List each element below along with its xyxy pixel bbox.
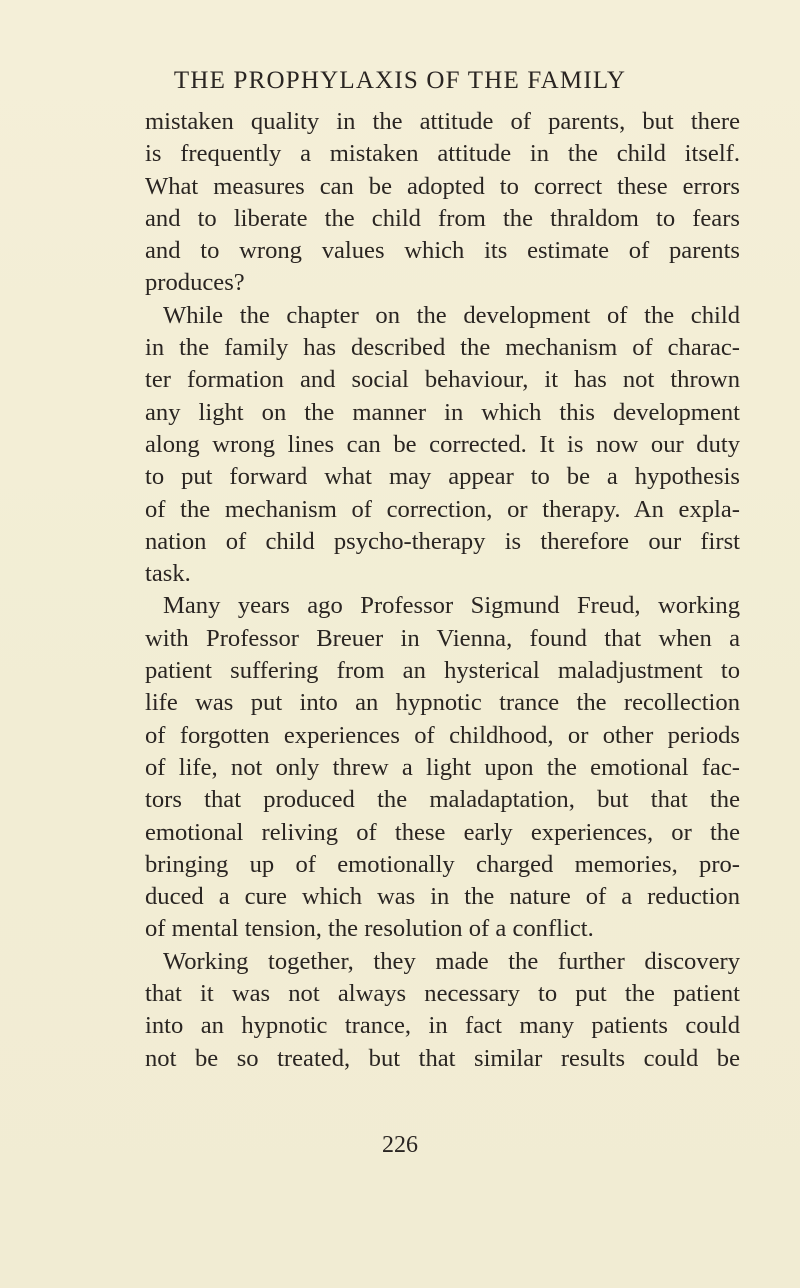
text-line: of life, not only threw a light upon the emotional fac- [145, 753, 740, 781]
text-line: in the family has described the mechanism of charac- [145, 334, 740, 362]
text-line: that it was not always necessary to put the patient [145, 980, 740, 1008]
text-line: along wrong lines can be corrected. It is now our duty [145, 430, 740, 458]
text-line: with Professor Breuer in Vienna, found that when a [145, 624, 740, 652]
text-line: to put forward what may appear to be a hypothesis [145, 463, 740, 491]
page-number: 226 [382, 1132, 418, 1158]
paragraph [145, 300, 740, 591]
paragraph [145, 590, 740, 945]
running-head: THE PROPHYLAXIS OF THE FAMILY [173, 67, 627, 94]
text-line: produces? [145, 269, 245, 297]
text-line: life was put into an hypnotic trance the recollection [145, 689, 740, 717]
paragraph [145, 106, 740, 300]
text-line: of mental tension, the resolution of a conflict. [145, 915, 594, 943]
text-line: Working together, they made the further discovery [163, 947, 740, 975]
text-line: not be so treated, but that similar results could be [145, 1044, 740, 1072]
text-line: is frequently a mistaken attitude in the child itself. [145, 140, 740, 168]
text-line: bringing up of emotionally charged memories, pro- [145, 850, 740, 878]
body-text [145, 106, 740, 1075]
text-line: task. [145, 560, 191, 588]
text-line: patient suffering from an hysterical maladjustment to [145, 657, 740, 685]
text-line: and to wrong values which its estimate of parents [145, 237, 740, 265]
text-line: tors that produced the maladaptation, but that the [145, 786, 740, 814]
text-line: and to liberate the child from the thraldom to fears [145, 204, 740, 232]
text-line: mistaken quality in the attitude of parents, but there [145, 108, 740, 135]
text-line: of the mechanism of correction, or therapy. An expla- [145, 495, 740, 523]
paragraph [145, 946, 740, 1075]
text-line: any light on the manner in which this development [145, 398, 740, 426]
text-line: Many years ago Professor Sigmund Freud, working [163, 592, 740, 620]
text-line: emotional reliving of these early experiences, or the [145, 818, 740, 846]
text-line: of forgotten experiences of childhood, or other periods [145, 721, 740, 749]
text-line: nation of child psycho-therapy is therefore our first [145, 527, 740, 555]
text-line: What measures can be adopted to correct these errors [145, 172, 740, 200]
text-line: into an hypnotic trance, in fact many patients could [145, 1012, 740, 1040]
text-line: While the chapter on the development of the child [163, 301, 740, 329]
text-line: duced a cure which was in the nature of a reduction [145, 883, 740, 911]
text-line: ter formation and social behaviour, it has not thrown [145, 366, 740, 394]
